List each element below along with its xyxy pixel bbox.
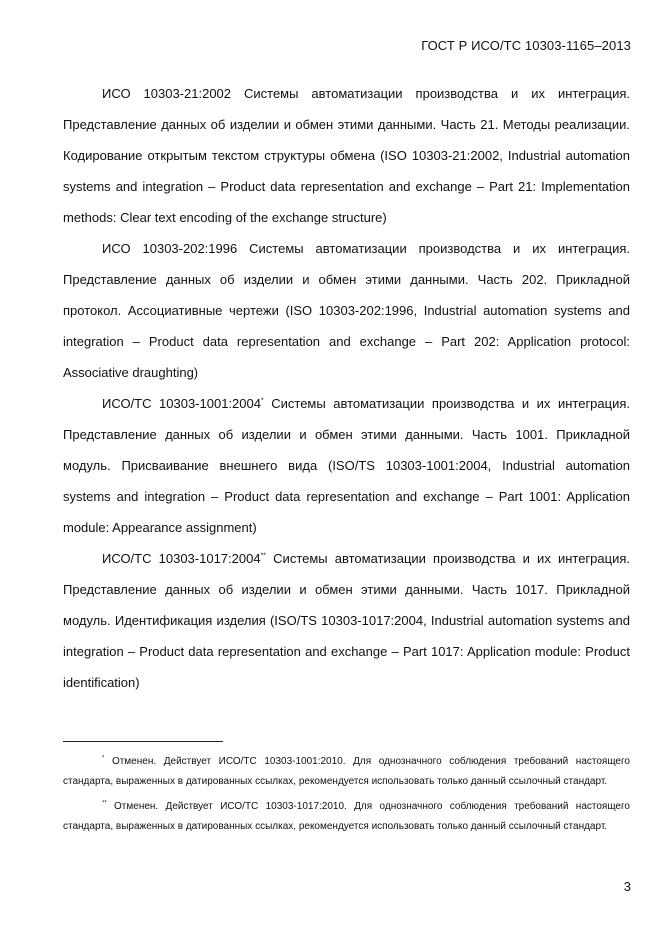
footnote bbox=[63, 752, 630, 792]
page-number: 3 bbox=[623, 879, 631, 894]
reference-paragraph bbox=[63, 543, 630, 698]
footnote-mark: ** bbox=[102, 800, 107, 807]
reference-paragraph bbox=[63, 233, 630, 388]
reference-text: Системы автоматизации производства и их интеграция. Представление данных об изделии и обмен этими данными. Часть 1017. Прикладной модуль. Идентификация изделия (ISO/TS 10303-1017:2004, Industrial automation systems and integration – Product data representation and exchange – Part 1017: Application module: Product identification) bbox=[63, 551, 630, 690]
reference-designation: ИСО/ТС 10303-1017:2004 bbox=[102, 551, 261, 566]
reference-text: ИСО 10303-21:2002 Системы автоматизации производства и их интеграция. Представление данных об изделии и обмен этими данными. Часть 21. Методы реализации. Кодирование открытым текстом структуры обмена (ISO 10303-21:2002, Industrial automation systems and integration – Product data representation and exchange – Part 21: Implementation methods: Clear text encoding of the exchange structure) bbox=[63, 86, 630, 225]
footnotes bbox=[63, 752, 630, 842]
document-header: ГОСТ Р ИСО/ТС 10303-1165–2013 bbox=[421, 38, 631, 53]
footnote-text: Отменен. Действует ИСО/ТС 10303-1001:2010. Для однозначного соблюдения требований настоящего стандарта, выраженных в датированных ссылках, рекомендуется использовать только данный ссылочный стандарт. bbox=[63, 756, 630, 787]
reference-text: ИСО 10303-202:1996 Системы автоматизации производства и их интеграция. Представление данных об изделии и обмен этими данными. Часть 202. Прикладной протокол. Ассоциативные чертежи (ISO 10303-202:1996, Industrial automation systems and integration – Product data representation and exchange – Part 202: Application protocol: Associative draughting) bbox=[63, 241, 630, 380]
footnote-text: Отменен. Действует ИСО/ТС 10303-1017:2010. Для однозначного соблюдения требований настоящего стандарта, выраженных в датированных ссылках, рекомендуется использовать только данный ссылочный стандарт. bbox=[63, 801, 630, 832]
reference-text: Системы автоматизации производства и их интеграция. Представление данных об изделии и обмен этими данными. Часть 1001. Прикладной модуль. Присваивание внешнего вида (ISO/TS 10303-1001:2004, Industrial automation systems and integration – Product data representation and exchange – Part 1001: Application module: Appearance assignment) bbox=[63, 396, 630, 535]
normative-references bbox=[63, 78, 630, 698]
footnote bbox=[63, 797, 630, 837]
reference-paragraph bbox=[63, 78, 630, 233]
footnote-mark: ** bbox=[260, 552, 267, 560]
footnote-mark: * bbox=[260, 397, 264, 405]
reference-designation: ИСО/ТС 10303-1001:2004 bbox=[102, 396, 261, 411]
reference-paragraph bbox=[63, 388, 630, 543]
footnote-separator bbox=[63, 741, 223, 742]
footnote-mark: * bbox=[102, 755, 105, 762]
